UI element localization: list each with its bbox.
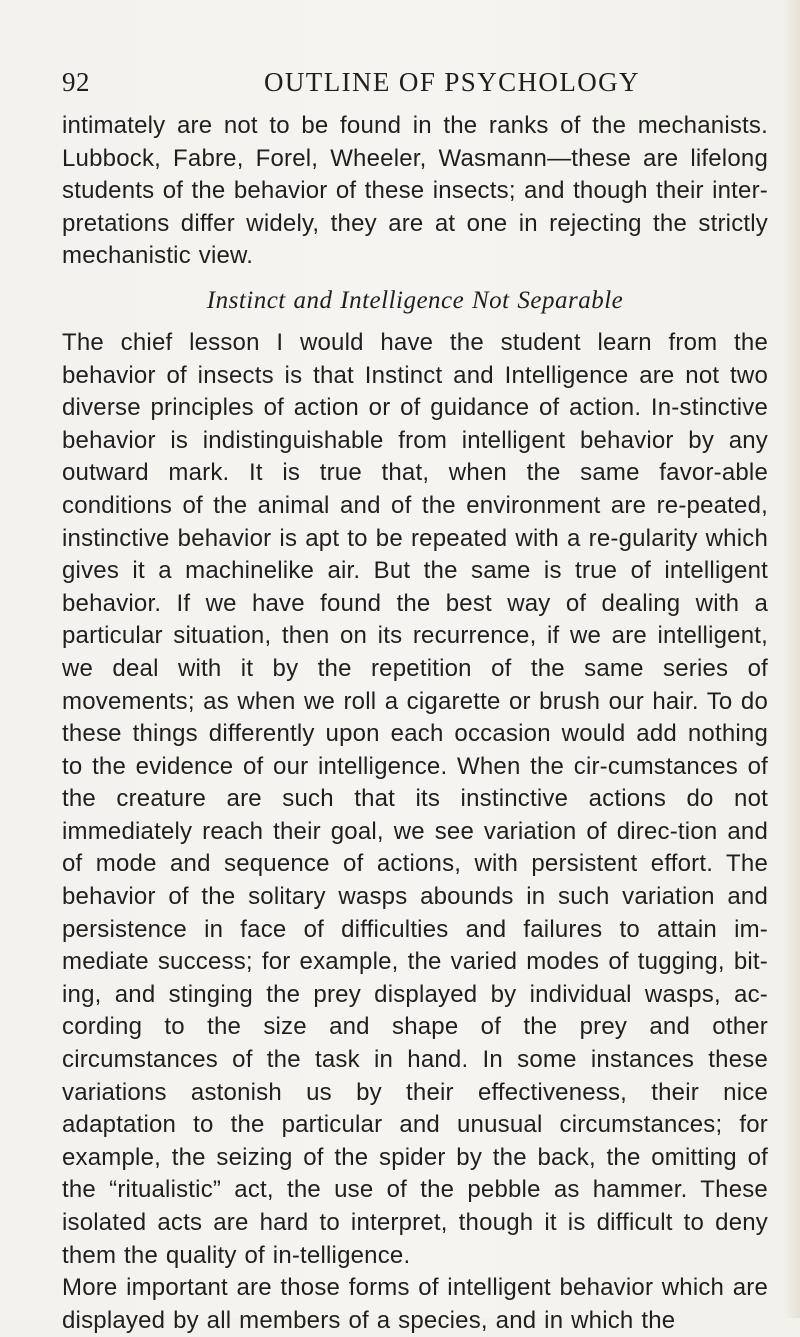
page-number: 92 [62, 67, 90, 97]
section-heading: Instinct and Intelligence Not Separable [206, 286, 624, 314]
paragraph-2: The chief lesson I would have the student learn from the behavior of insects is that Instinct and Intelligence are not two diverse principles of action or of guidance of action. In-stinctive behavior is indistinguishable from intelligent behavior by any outward mark. It is true that, when the same favor-able conditions of the animal and of the environment are re-peated, instinctive behavior is apt to be repeated with a re-gularity which gives it a machinelike air. But the same is true of intelligent behavior. If we have found the best way of dealing with a particular situation, then on its recurrence, if we are intelligent, we deal with it by the repetition of the same series of movements; as when we roll a cigarette or brush our hair. To do these things differently upon each occasion would add nothing to the evidence of our intelligence. When the cir-cumstances of the creature are such that its instinctive actions do not immediately reach their goal, we see variation of direc-tion and of mode and sequence of actions, with persistent effort. The behavior of the solitary wasps abounds in such variation and persistence in face of difficulties and failures to attain im-mediate success; for example, the varied modes of tugging, bit-ing, and stinging the prey displayed by individual wasps, ac-cording to the size and shape of the prey and other circumstances of the task in hand. In some instances these variations astonish us by their effectiveness, their nice adaptation to the particular and unusual circumstances; for example, the seizing of the spider by the back, the omitting of the “ritualistic” act, the use of the pebble as hammer. These isolated acts are hard to interpret, though it is difficult to deny them the quality of in-telligence. [62, 328, 768, 1269]
paragraph-1: intimately are not to be found in the ranks of the mechanists. Lubbock, Fabre, Forel, Wheeler, Wasmann—these are lifelong students of the behavior of these insects; and though their inter-pretations differ widely, they are at one in rejecting the strictly mechanistic view. [62, 112, 768, 270]
running-head [62, 62, 762, 102]
running-title: OUTLINE OF PSYCHOLOGY [264, 67, 640, 97]
page-edge-shadow [784, 0, 800, 1318]
body-text [62, 110, 768, 1337]
paragraph-3: More important are those forms of intelligent behavior which are displayed by all members of a species, and in which the [62, 1274, 768, 1334]
